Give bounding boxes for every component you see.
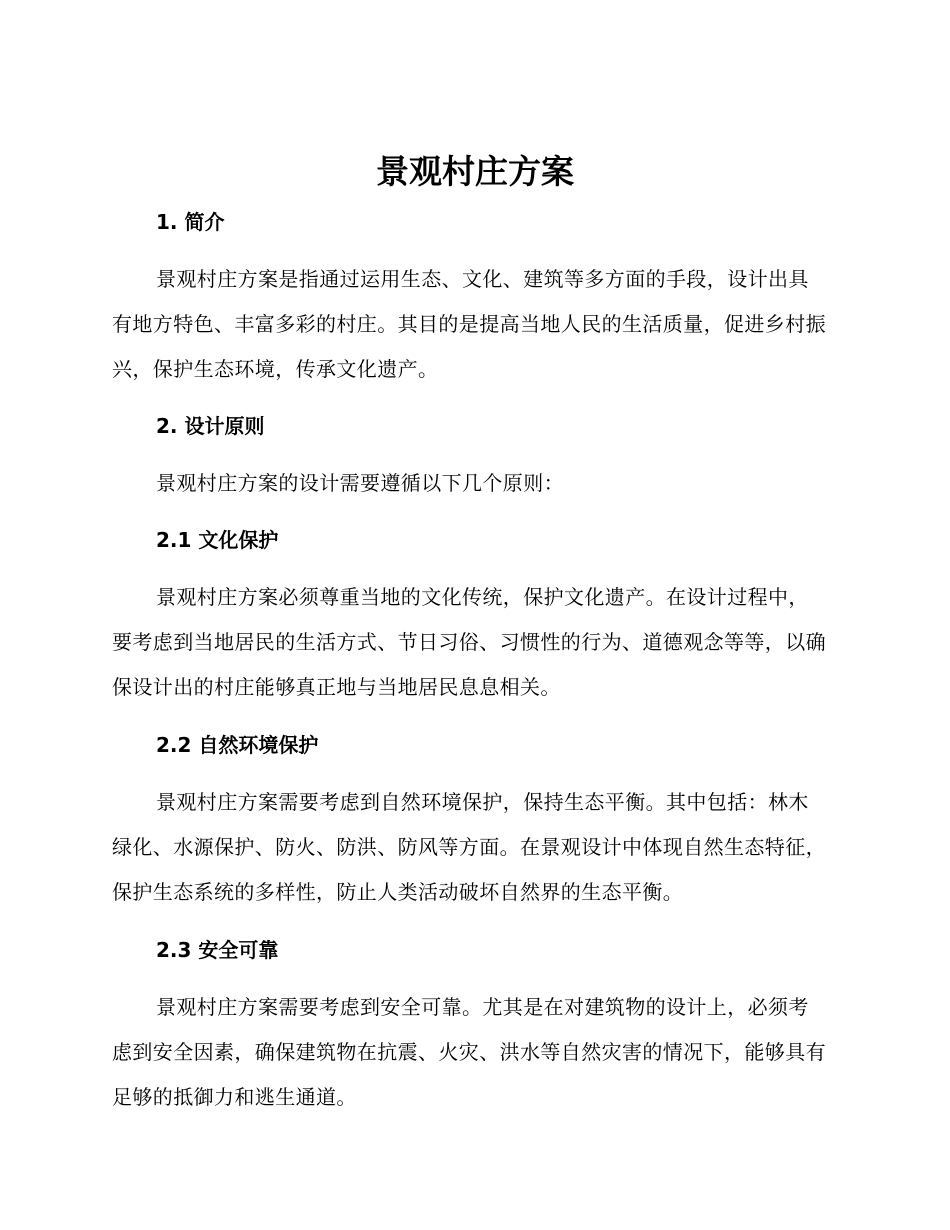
section-heading-cultural-protection: 2.1 文化保护 [156, 528, 279, 552]
section-heading-design-principles: 2. 设计原则 [156, 414, 265, 438]
section-body-safety: 景观村庄方案需要考虑到安全可靠。尤其是在对建筑物的设计上，必须考虑到安全因素，确保建筑物在抗震、火灾、洪水等自然灾害的情况下，能够具有足够的抵御力和逃生通道。 [112, 995, 826, 1109]
section-heading-intro: 1. 简介 [156, 210, 225, 234]
section-heading-safety: 2.3 安全可靠 [156, 938, 279, 962]
section-heading-environment-protection: 2.2 自然环境保护 [156, 733, 319, 757]
section-body-cultural-protection: 景观村庄方案必须尊重当地的文化传统，保护文化遗产。在设计过程中，要考虑到当地居民的生活方式、节日习俗、习惯性的行为、道德观念等等，以确保设计出的村庄能够真正地与当地居民息息相关。 [112, 585, 826, 699]
section-body-intro: 景观村庄方案是指通过运用生态、文化、建筑等多方面的手段，设计出具有地方特色、丰富多彩的村庄。其目的是提高当地人民的生活质量，促进乡村振兴，保护生态环境，传承文化遗产。 [112, 267, 826, 381]
section-body-design-principles: 景观村庄方案的设计需要遵循以下几个原则： [156, 471, 564, 495]
section-body-environment-protection: 景观村庄方案需要考虑到自然环境保护，保持生态平衡。其中包括：林木绿化、水源保护、防火、防洪、防风等方面。在景观设计中体现自然生态特征，保护生态系统的多样性，防止人类活动破坏自然界的生态平衡。 [112, 790, 826, 904]
document-title: 景观村庄方案 [376, 152, 574, 191]
